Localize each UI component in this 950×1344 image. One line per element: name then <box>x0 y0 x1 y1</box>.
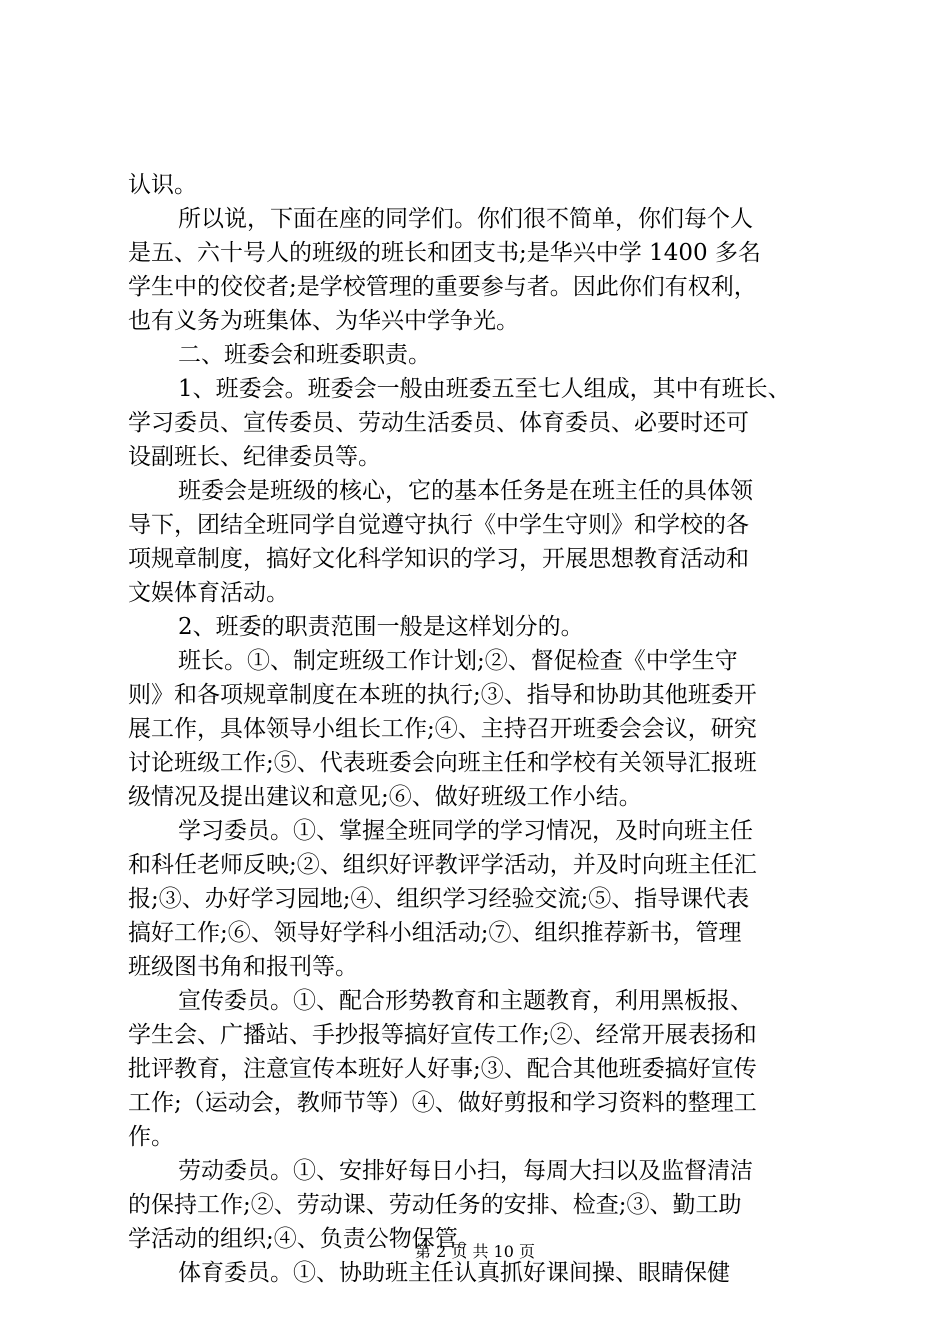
text-line: 班委会是班级的核心，它的基本任务是在班主任的具体领 <box>178 478 753 504</box>
text-line: 导下，团结全班同学自觉遵守执行《中学生守则》和学校的各 <box>128 512 749 538</box>
text-line: 搞好工作;⑥、领导好学科小组活动;⑦、组织推荐新书，管理 <box>128 920 742 946</box>
text-line: 学习委员、宣传委员、劳动生活委员、体育委员、必要时还可 <box>128 410 749 436</box>
text-line: 班长。①、制定班级工作计划;②、督促检查《中学生守 <box>178 648 738 674</box>
text-line: 劳动委员。①、安排好每日小扫，每周大扫以及监督清洁 <box>178 1158 753 1184</box>
text-line: 宣传委员。①、配合形势教育和主题教育，利用黑板报、 <box>178 988 753 1014</box>
text-line: 也有义务为班集体、为华兴中学争光。 <box>128 308 519 334</box>
text-line: 级情况及提出建议和意见;⑥、做好班级工作小结。 <box>128 784 642 810</box>
text-line: 报;③、办好学习园地;④、组织学习经验交流;⑤、指导课代表 <box>128 886 750 912</box>
text-line: 体育委员。①、协助班主任认真抓好课间操、眼睛保健 <box>178 1260 730 1286</box>
text-line: 学习委员。①、掌握全班同学的学习情况，及时向班主任 <box>178 818 753 844</box>
text-line: 班级图书角和报刊等。 <box>128 954 358 980</box>
text-line: 学生中的佼佼者;是学校管理的重要参与者。因此你们有权利， <box>128 274 757 300</box>
text-line: 讨论班级工作;⑤、代表班委会向班主任和学校有关领导汇报班 <box>128 750 757 776</box>
text-line: 文娱体育活动。 <box>128 580 289 606</box>
text-line: 认识。 <box>128 172 197 198</box>
text-line: 学生会、广播站、手抄报等搞好宣传工作;②、经常开展表扬和 <box>128 1022 757 1048</box>
text-line: 设副班长、纪律委员等。 <box>128 444 381 470</box>
text-line: 则》和各项规章制度在本班的执行;③、指导和协助其他班委开 <box>128 682 757 708</box>
text-line: 工作;（运动会，教师节等）④、做好剪报和学习资料的整理工 <box>128 1090 757 1116</box>
text-line: 和科任老师反映;②、组织好评教评学活动，并及时向班主任汇 <box>128 852 757 878</box>
text-line: 是五、六十号人的班级的班长和团支书;是华兴中学 1400 多名 <box>128 240 761 266</box>
text-line: 2、班委的职责范围一般是这样划分的。 <box>178 614 584 640</box>
text-line: 1、班委会。班委会一般由班委五至七人组成，其中有班长、 <box>178 376 791 402</box>
text-line: 二、班委会和班委职责。 <box>178 342 431 368</box>
text-line: 作。 <box>128 1124 174 1150</box>
text-line: 的保持工作;②、劳动课、劳动任务的安排、检查;③、勤工助 <box>128 1192 742 1218</box>
text-line: 学活动的组织;④、负责公物保管。 <box>128 1226 481 1252</box>
text-line: 项规章制度，搞好文化科学知识的学习，开展思想教育活动和 <box>128 546 749 572</box>
text-line: 批评教育，注意宣传本班好人好事;③、配合其他班委搞好宣传 <box>128 1056 757 1082</box>
page-footer: 第 2 页 共 10 页 <box>415 1242 535 1261</box>
text-line: 展工作，具体领导小组长工作;④、主持召开班委会会议，研究 <box>128 716 757 742</box>
document-body <box>128 168 828 1290</box>
text-line: 所以说，下面在座的同学们。你们很不简单，你们每个人 <box>178 206 753 232</box>
